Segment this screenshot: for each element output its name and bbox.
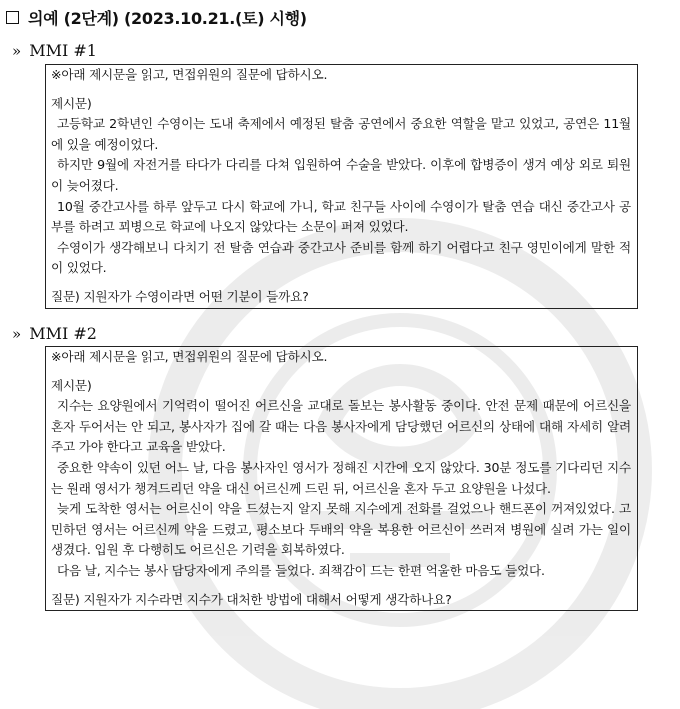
passage-paragraph: 다음 날, 지수는 봉사 담당자에게 주의를 들었다. 죄책감이 드는 한편 억울한 마음도 들었다. — [57, 562, 545, 578]
page-header — [6, 6, 307, 29]
passage-paragraph: 10월 중간고사를 하루 앞두고 다시 학교에 가니, 학교 친구들 사이에 수영이가 탈춤 연습 대신 중간고사 공부를 하려고 꾀병으로 학교에 나오지 않았다는 소문이 퍼져 있었다. — [51, 198, 631, 235]
passage-paragraph: 하지만 9월에 자전거를 타다가 다리를 다쳐 입원하여 수술을 받았다. 이후에 합병증이 생겨 예상 외로 퇴원이 늦어졌다. — [51, 157, 631, 193]
question-text: 질문) 지원자가 지수라면 지수가 대처한 방법에 대해서 어떻게 생각하나요? — [51, 591, 452, 607]
passage-paragraph: 수영이가 생각해보니 다치기 전 탈춤 연습과 중간고사 준비를 함께 하기 어렵다고 친구 영민이에게 말한 적이 있었다. — [51, 239, 631, 276]
passage-paragraph: 늦게 도착한 영서는 어르신이 약을 드셨는지 알지 못해 지수에게 전화를 걸었으나 핸드폰이 꺼져있었다. 고민하던 영서는 어르신께 약을 드렸고, 평소보다 두배의 약을 복용한 어르신이 쓰러져 병원에 실려 가는 일이 생겼다. 입원 후 다행히도 어르신은 기력을 회복하였다. — [51, 501, 631, 558]
passage-paragraph: 지수는 요양원에서 기억력이 떨어진 어르신을 교대로 돌보는 봉사활동 중이다. 안전 문제 때문에 어르신을 혼자 두어서는 안 되고, 봉사자가 집에 갈 때는 다음 봉사자에게 담당했던 어르신의 상태에 대해 자세히 알려주고 가야 한다고 교육을 받았다. — [51, 398, 631, 455]
mmi-2-label: MMI #2 — [29, 324, 97, 343]
passage-paragraph: 고등학교 2학년인 수영이는 도내 축제에서 예정된 탈춤 공연에서 중요한 역할을 맡고 있었고, 공연은 11월에 있을 예정이었다. — [51, 116, 631, 152]
passage-label: 제시문) — [51, 377, 92, 393]
double-chevron-icon: » — [12, 325, 22, 343]
passage-paragraph: 중요한 약속이 있던 어느 날, 다음 봉사자인 영서가 정해진 시간에 오지 않았다. 30분 정도를 기다리던 지수는 원래 영서가 챙겨드리던 약을 대신 어르신께 드린 뒤, 어르신을 혼자 두고 요양원을 나섰다. — [51, 459, 631, 496]
double-chevron-icon: » — [12, 42, 22, 60]
instruction-text: ※아래 제시문을 읽고, 면접위원의 질문에 답하시오. — [51, 67, 328, 82]
instruction-text: ※아래 제시문을 읽고, 면접위원의 질문에 답하시오. — [51, 349, 328, 364]
page-title: 의예 (2단계) (2023.10.21.(토) 시행) — [28, 9, 307, 28]
mmi-2-question-box — [45, 346, 638, 611]
passage-label: 제시문) — [51, 95, 92, 111]
mmi-2-title — [12, 324, 97, 343]
checkbox-square-icon — [6, 11, 19, 24]
mmi-1-label: MMI #1 — [29, 41, 97, 60]
question-text: 질문) 지원자가 수영이라면 어떤 기분이 들까요? — [51, 288, 309, 304]
mmi-1-title — [12, 41, 97, 60]
mmi-1-question-box — [45, 64, 638, 309]
